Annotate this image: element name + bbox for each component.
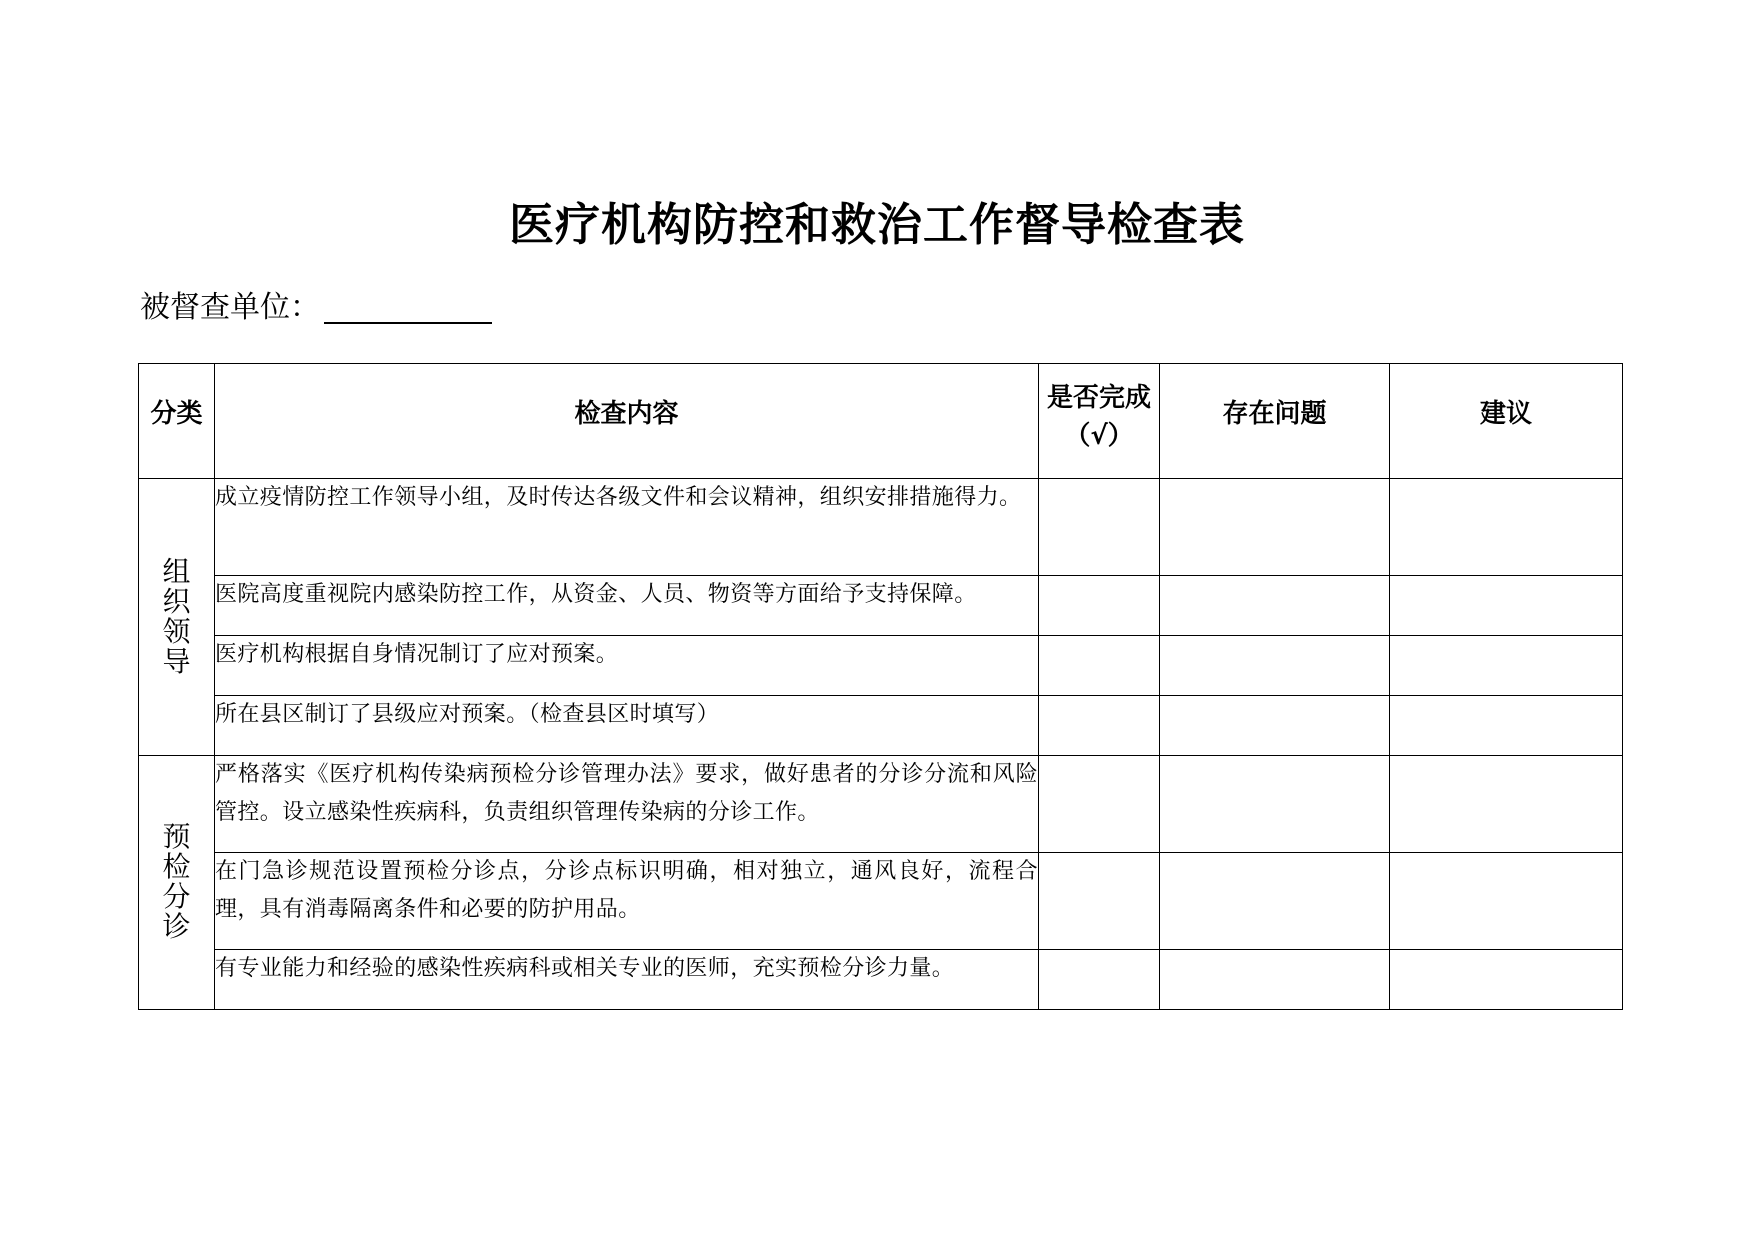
header-completed-line2: （√）: [1064, 421, 1134, 451]
header-suggestions: 建议: [1390, 364, 1623, 479]
completed-cell[interactable]: [1039, 636, 1160, 696]
completed-cell[interactable]: [1039, 950, 1160, 1010]
inspected-unit-label: 被督查单位：: [140, 290, 320, 325]
issues-cell[interactable]: [1160, 853, 1390, 950]
header-completed: [1039, 364, 1160, 479]
check-item: 医院高度重视院内感染防控工作，从资金、人员、物资等方面给予支持保障。: [215, 576, 1039, 636]
issues-cell[interactable]: [1160, 636, 1390, 696]
issues-cell[interactable]: [1160, 950, 1390, 1010]
suggestions-cell[interactable]: [1390, 696, 1623, 756]
table-row: [139, 576, 1623, 636]
check-item: 在门急诊规范设置预检分诊点，分诊点标识明确，相对独立，通风良好，流程合理，具有消毒隔离条件和必要的防护用品。: [215, 853, 1039, 950]
header-category: 分类: [139, 364, 215, 479]
issues-cell[interactable]: [1160, 479, 1390, 576]
table-header-row: [139, 364, 1623, 479]
check-item: 医疗机构根据自身情况制订了应对预案。: [215, 636, 1039, 696]
completed-cell[interactable]: [1039, 696, 1160, 756]
header-completed-line1: 是否完成: [1046, 383, 1151, 413]
suggestions-cell[interactable]: [1390, 950, 1623, 1010]
completed-cell[interactable]: [1039, 576, 1160, 636]
check-item: 严格落实《医疗机构传染病预检分诊管理办法》要求，做好患者的分诊分流和风险管控。设立感染性疾病科，负责组织管理传染病的分诊工作。: [215, 756, 1039, 853]
inspection-table: [138, 363, 1623, 1010]
issues-cell[interactable]: [1160, 756, 1390, 853]
table-row: [139, 696, 1623, 756]
completed-cell[interactable]: [1039, 756, 1160, 853]
completed-cell[interactable]: [1039, 853, 1160, 950]
issues-cell[interactable]: [1160, 696, 1390, 756]
table-row: [139, 479, 1623, 576]
check-item: 成立疫情防控工作领导小组，及时传达各级文件和会议精神，组织安排措施得力。: [215, 479, 1039, 576]
suggestions-cell[interactable]: [1390, 479, 1623, 576]
document-title: 医疗机构防控和救治工作督导检查表: [508, 198, 1245, 251]
inspected-unit-line: [140, 288, 492, 328]
header-content: 检查内容: [215, 364, 1039, 479]
inspected-unit-blank-field[interactable]: [324, 288, 492, 324]
category-triage: 预检分诊: [139, 756, 215, 1010]
suggestions-cell[interactable]: [1390, 636, 1623, 696]
table-row: [139, 636, 1623, 696]
suggestions-cell[interactable]: [1390, 576, 1623, 636]
category-org-leadership: 组织领导: [139, 479, 215, 756]
issues-cell[interactable]: [1160, 576, 1390, 636]
table-row: [139, 756, 1623, 853]
completed-cell[interactable]: [1039, 479, 1160, 576]
suggestions-cell[interactable]: [1390, 756, 1623, 853]
suggestions-cell[interactable]: [1390, 853, 1623, 950]
table-row: [139, 950, 1623, 1010]
table-row: [139, 853, 1623, 950]
header-issues: 存在问题: [1160, 364, 1390, 479]
check-item: 所在县区制订了县级应对预案。（检查县区时填写）: [215, 696, 1039, 756]
check-item: 有专业能力和经验的感染性疾病科或相关专业的医师，充实预检分诊力量。: [215, 950, 1039, 1010]
